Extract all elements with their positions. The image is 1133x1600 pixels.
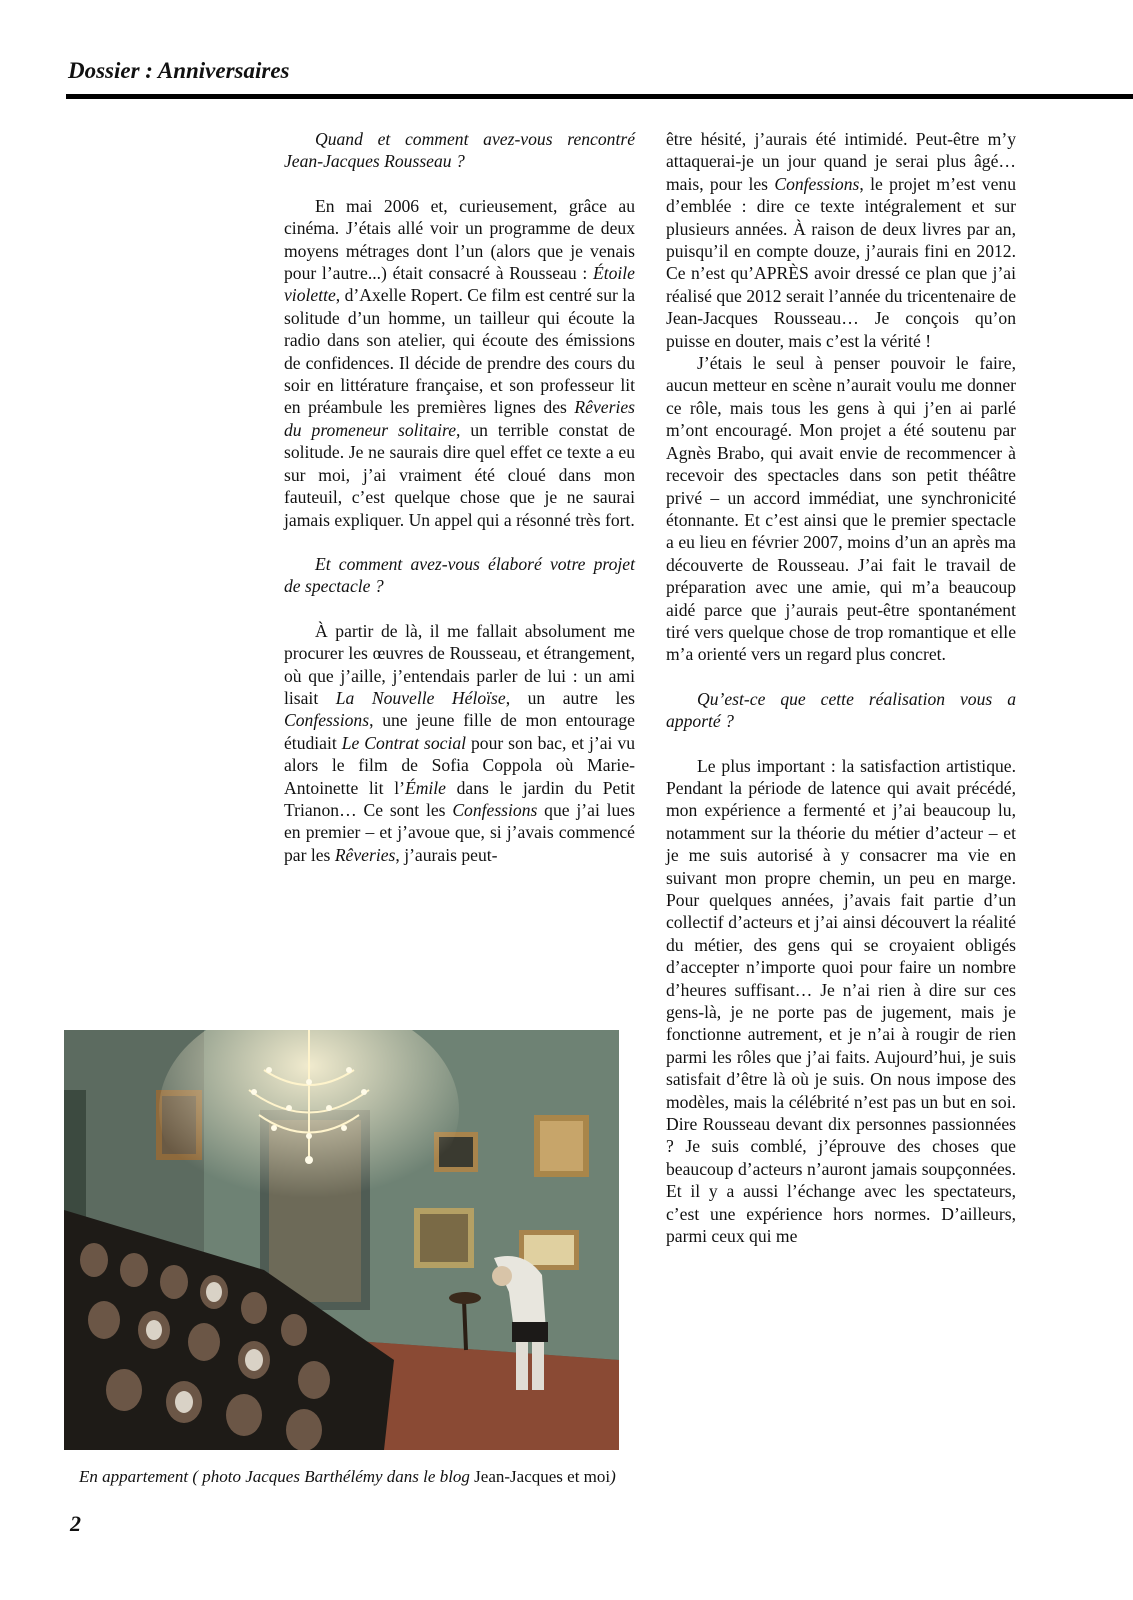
answer-2-continued: être hésité, j’aurais été intimidé. Peut-être m’y attaquerai-je un jour quand je serai plus âgé… mais, pour les Confessions, le projet m’est venu d’emblée : dire ce texte intégralement et sur plusieurs années. À raison de deux livres par an, puisqu’il en compte douze, j’aurais fini en 2012. Ce n’est qu’APRÈS avoir dressé ce plan que j’ai réalisé que 2012 serait l’année du tricentenaire de Jean-Jacques Rousseau… Je conçois qu’on puisse en douter, mais c’est la vérité !	[666, 129, 1017, 351]
section-header: Dossier : Anniversaires	[68, 58, 290, 83]
question-1: Quand et comment avez-vous rencontré Jean-Jacques Rousseau ?	[284, 129, 635, 172]
performance-photo	[64, 1030, 619, 1450]
question-2: Et comment avez-vous élaboré votre projet de spectacle ?	[284, 553, 635, 597]
right-column	[666, 128, 1016, 1248]
answer-2-paragraph-2: J’étais le seul à penser pouvoir le faire, aucun metteur en scène n’aurait voulu me donner ce rôle, mais tous les gens à qui j’en ai parlé m’ont encouragé. Mon projet a été soutenu par Agnès Brabo, qui avait envie de recommencer à recevoir des spectacles dans son petit théâtre privé – un accord immédiat, une synchronicité étonnante. Et c’est ainsi que le premier spectacle a eu lieu en février 2007, moins d’un an après ma découverte de Rousseau. J’ai fait le travail de préparation avec une amie, qui m’a beaucoup aidé parce que j’aurais peut-être spontanément tiré vers quelque chose de trop romantique et elle m’a orienté vers un regard plus concret.	[666, 353, 1016, 665]
answer-3: Le plus important : la satisfaction artistique. Pendant la période de latence qui avait précédé, mon expérience a fermenté et j’ai beaucoup lu, notamment sur la théorie du métier d’acteur – et je me suis autorisé à y consacrer ma vie en suivant mon propre chemin, un peu en marge. Pour quelques années, j’avais fait partie d’un collectif d’acteurs et j’ai ainsi découvert la réalité du métier, des gens qui se croyaient obligés d’accepter n’importe quoi pour faire un nombre d’heures suffisant… Je n’ai rien à dire sur ces gens-là, je ne porte pas de jugement, mais je fonctionne autrement, et je n’ai à rougir de rien parmi les rôles que j’ai faits. Aujourd’hui, je suis satisfait d’être là où je suis. On nous impose des modèles, mais la célébrité n’est pas un but en soi. Dire Rousseau devant dix personnes passionnées ? Je suis comblé, j’éprouve des choses que beaucoup d’acteurs n’auront jamais soupçonnées. Et il y a aussi l’échange avec les spectateurs, c’est une expérience hors normes. D’ailleurs, parmi ceux qui me	[666, 755, 1016, 1247]
photo-caption: En appartement ( photo Jacques Barthélémy dans le blog Jean-Jacques et moi)	[79, 1467, 616, 1486]
left-column	[284, 128, 635, 866]
header-rule	[66, 94, 1133, 99]
page-number: 2	[70, 1511, 81, 1536]
answer-1: En mai 2006 et, curieusement, grâce au cinéma. J’étais allé voir un programme de deux moyens métrages dont l’un (alors que je venais pour l’autre...) était consacré à Rousseau : Étoile violette, d’Axelle Ropert. Ce film est centré sur la solitude d’un homme, un tailleur qui écoute la radio dans son atelier, qui écoute des émissions de confidences. Il décide de prendre des cours du soir en littérature française, et son professeur lit en préambule les premières lignes des Rêveries du promeneur solitaire, un terrible constat de solitude. Je ne saurais dire quel effet ce texte a eu sur moi, j’ai vraiment été cloué dans mon fauteuil, c’est quelque chose que je ne saurai jamais expliquer. Un appel qui a résonné très fort.	[284, 195, 635, 530]
question-3: Qu’est-ce que cette réalisation vous a apporté ?	[666, 688, 1016, 732]
answer-2: À partir de là, il me fallait absolument me procurer les œuvres de Rousseau, et étrangement, où que j’aille, j’entendais parler de lui : un ami lisait La Nouvelle Héloïse, un autre les Confessions, une jeune fille de mon entourage étudiait Le Contrat social pour son bac, et j’ai vu alors le film de Sofia Coppola où Marie-Antoinette lit l’Émile dans le jardin du Petit Trianon… Ce sont les Confessions que j’ai lues en premier – et j’avoue que, si j’avais commencé par les Rêveries, j’aurais peut-	[284, 620, 635, 865]
